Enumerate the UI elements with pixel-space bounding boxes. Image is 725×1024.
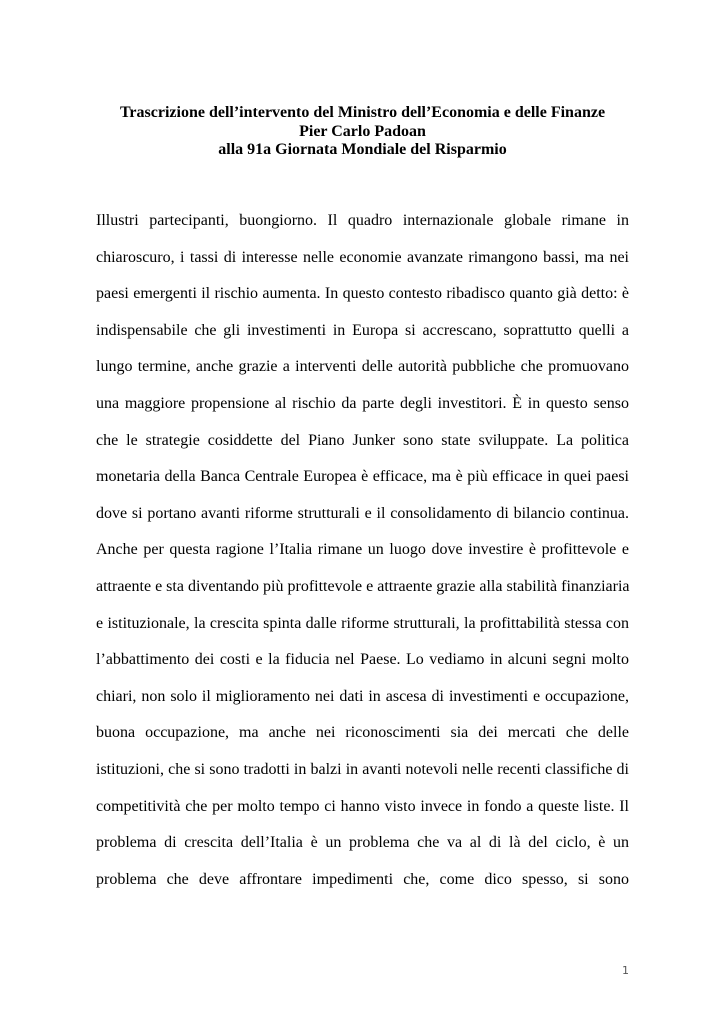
body-line: Anche per questa ragione l’Italia rimane un luogo dove investire è profittevole e — [96, 541, 629, 559]
body-line: istituzioni, che si sono tradotti in balzi in avanti notevoli nelle recenti classifiche di — [96, 760, 629, 778]
title-line: Trascrizione dell’intervento del Ministro dell’Economia e delle Finanze — [119, 104, 606, 121]
body-line: problema di crescita dell’Italia è un problema che va al di là del ciclo, è un — [96, 834, 629, 852]
body-line: paesi emergenti il rischio aumenta. In questo contesto ribadisco quanto già detto: è — [96, 285, 629, 303]
title-line: alla 91a Giornata Mondiale del Risparmio — [218, 141, 507, 158]
body-line: buona occupazione, ma anche nei riconoscimenti sia dei mercati che delle — [96, 724, 629, 742]
speech-body — [96, 210, 629, 905]
body-line: Illustri partecipanti, buongiorno. Il quadro internazionale globale rimane in — [96, 212, 629, 229]
body-line: una maggiore propensione al rischio da parte degli investitori. È in questo senso — [96, 394, 629, 412]
document-title — [96, 104, 629, 160]
body-line: chiaroscuro, i tassi di interesse nelle economie avanzate rimangono bassi, ma nei — [96, 248, 629, 266]
body-line: chiari, non solo il miglioramento nei dati in ascesa di investimenti e occupazione, — [96, 687, 629, 705]
body-line: l’abbattimento dei costi e la fiducia nel Paese. Lo vediamo in alcuni segni molto — [96, 651, 629, 669]
body-line: e istituzionale, la crescita spinta dalle riforme strutturali, la profittabilità stessa con — [96, 614, 629, 632]
body-line: lungo termine, anche grazie a interventi delle autorità pubbliche che promuovano — [96, 358, 629, 376]
body-line: attraente e sta diventando più profittevole e attraente grazie alla stabilità finanziaria — [96, 577, 630, 595]
body-line: monetaria della Banca Centrale Europea è efficace, ma è più efficace in quei paesi — [96, 468, 629, 486]
body-line: competitività che per molto tempo ci hanno visto invece in fondo a queste liste. Il — [96, 797, 629, 815]
title-line: Pier Carlo Padoan — [299, 122, 426, 140]
body-line: indispensabile che gli investimenti in Europa si accrescano, soprattutto quelli a — [96, 321, 629, 339]
body-line: che le strategie cosiddette del Piano Junker sono state sviluppate. La politica — [96, 431, 629, 449]
page-number: 1 — [622, 964, 629, 977]
body-line: dove si portano avanti riforme strutturali e il consolidamento di bilancio continua. — [96, 504, 629, 522]
body-line: problema che deve affrontare impedimenti che, come dico spesso, si sono — [96, 870, 629, 888]
